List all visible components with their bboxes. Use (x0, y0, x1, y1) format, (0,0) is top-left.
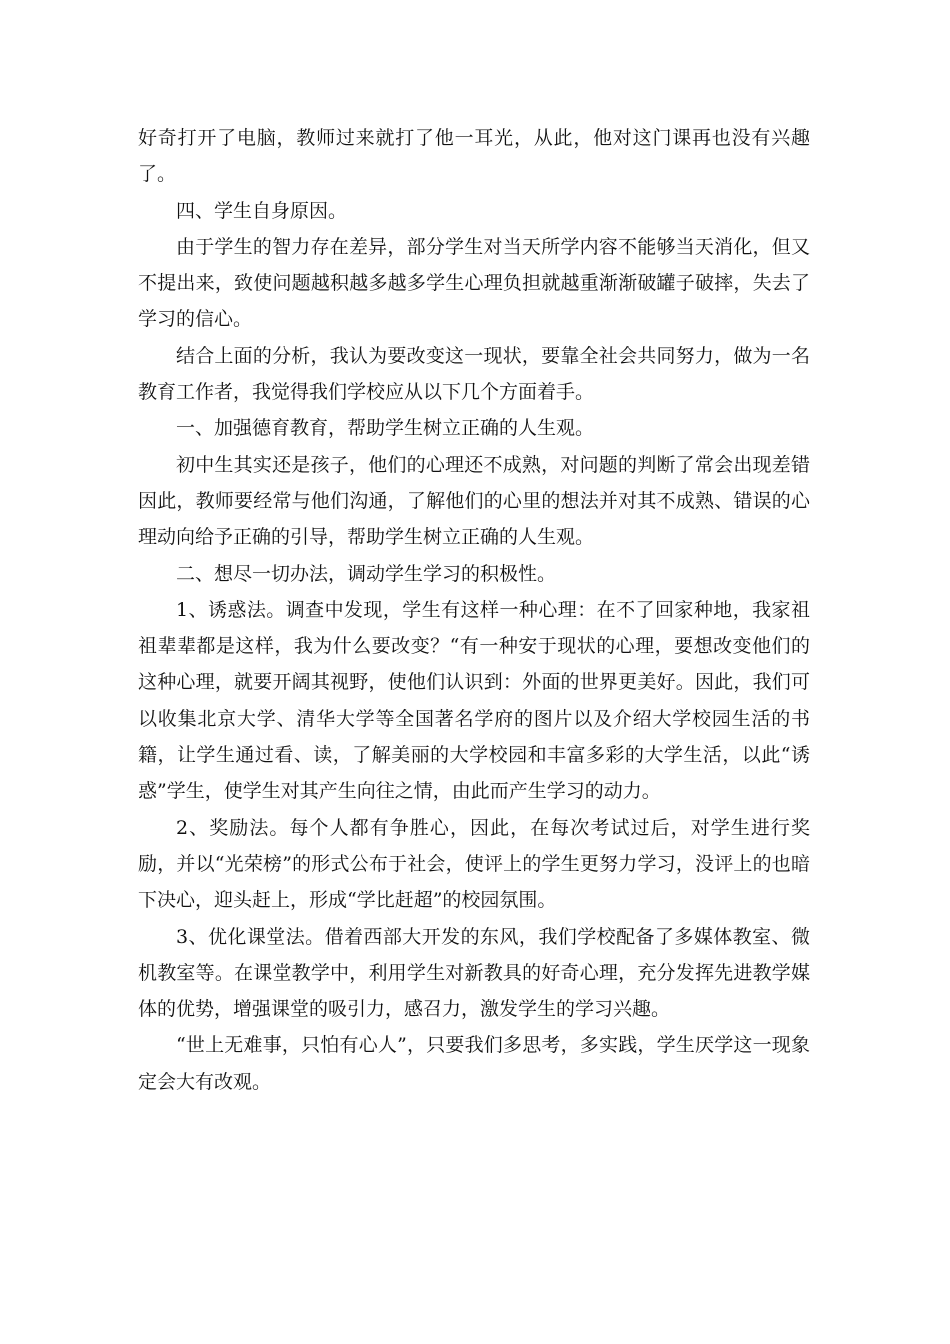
paragraph-continuation: 好奇打开了电脑，教师过来就打了他一耳光，从此，他对这门课再也没有兴趣了。 (138, 127, 810, 186)
paragraph-moral-education: 初中生其实还是孩子，他们的心理还不成熟，对问题的判断了常会出现差错因此，教师要经常与他们沟通，了解他们的心里的想法并对其不成熟、错误的心理动向给予正确的引导，帮助学生树立正确的人生观。 (138, 453, 810, 549)
paragraph-method-classroom: 3、优化课堂法。借着西部大开发的东风，我们学校配备了多媒体教室、微机教室等。在课堂教学中，利用学生对新教具的好奇心理，充分发挥先进教学媒体的优势，增强课堂的吸引力，感召力，激发学生的学习兴趣。 (138, 925, 810, 1021)
section-heading-moral-education: 一、加强德育教育，帮助学生树立正确的人生观。 (176, 417, 595, 440)
paragraph-method-reward: 2、奖励法。每个人都有争胜心，因此，在每次考试过后，对学生进行奖励，并以“光荣榜”的形式公布于社会，使评上的学生更努力学习，没评上的也暗下决心，迎头赶上，形成“学比赶超”的校园氛围。 (138, 816, 810, 912)
paragraph-analysis-summary: 结合上面的分析，我认为要改变这一现状，要靠全社会共同努力，做为一名教育工作者，我觉得我们学校应从以下几个方面着手。 (138, 344, 810, 404)
section-heading-student-causes: 四、学生自身原因。 (176, 199, 348, 222)
paragraph-intelligence-differences: 由于学生的智力存在差异，部分学生对当天所学内容不能够当天消化，但又不提出来，致使问题越积越多越多学生心理负担就越重渐渐破罐子破摔，失去了学习的信心。 (138, 235, 810, 331)
paragraph-method-temptation: 1、诱惑法。调查中发现，学生有这样一种心理：在不了回家种地，我家祖祖辈辈都是这样，我为什么要改变？“有一种安于现状的心理，要想改变他们的这种心理，就要开阔其视野，使他们认识到：外面的世界更美好。因此，我们可以收集北京大学、清华大学等全国著名学府的图片以及介绍大学校园生活的书籍，让学生通过看、读，了解美丽的大学校园和丰富多彩的大学生活，以此“诱惑”学生，使学生对其产生向往之情，由此而产生学习的动力。 (138, 598, 810, 803)
document-body (138, 120, 810, 1100)
section-heading-motivation: 二、想尽一切办法，调动学生学习的积极性。 (176, 562, 557, 585)
paragraph-conclusion: “世上无难事，只怕有心人”，只要我们多思考，多实践，学生厌学这一现象定会大有改观。 (138, 1034, 810, 1093)
